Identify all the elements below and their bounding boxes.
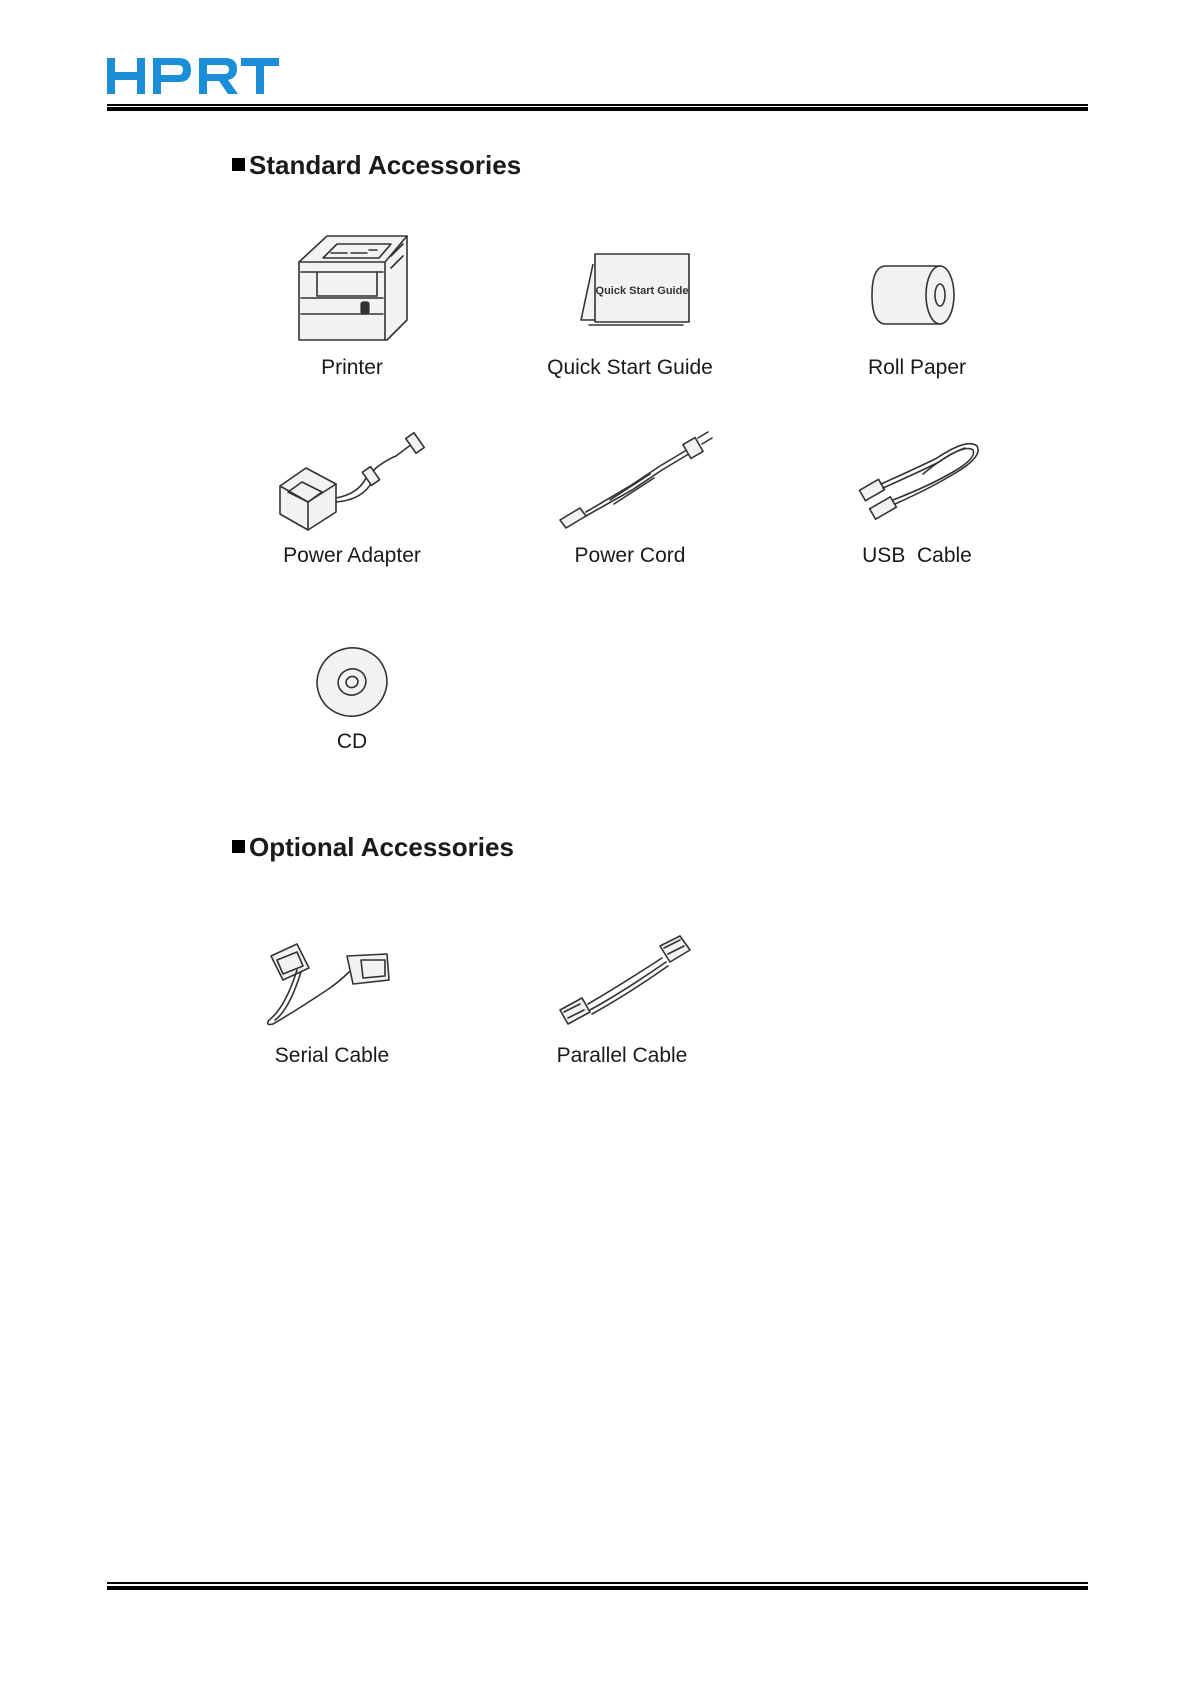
optional-accessories-heading: Optional Accessories [232, 832, 514, 863]
power-cord-icon [540, 428, 720, 538]
accessory-label: USB Cable [862, 544, 972, 567]
power-adapter-icon [262, 428, 442, 538]
accessory-printer [232, 228, 472, 380]
guide-cover-text: Quick Start Guide [595, 285, 689, 297]
accessory-power-adapter [232, 428, 472, 568]
accessory-label: Printer [321, 356, 383, 379]
footer-rule-thick [107, 1586, 1088, 1590]
serial-cable-icon [257, 928, 407, 1038]
usb-cable-icon [827, 428, 1007, 538]
accessory-label: Quick Start Guide [547, 356, 713, 379]
standard-accessories-heading: Standard Accessories [232, 150, 521, 181]
accessory-cd [232, 640, 472, 754]
accessory-label: Power Adapter [283, 544, 421, 567]
accessory-quick-start-guide [510, 228, 750, 380]
accessory-usb-cable [797, 428, 1037, 568]
accessory-label: Power Cord [574, 544, 686, 567]
accessory-power-cord [510, 428, 750, 568]
footer-rule-thin [107, 1582, 1088, 1584]
header-rule-thin [107, 104, 1088, 106]
printer-icon [287, 228, 417, 350]
quick-start-guide-icon [565, 228, 695, 350]
roll-paper-icon [852, 228, 982, 350]
cd-icon [307, 640, 397, 724]
header-rule-thick [107, 107, 1088, 111]
hprt-logo [107, 56, 279, 98]
accessory-serial-cable [212, 928, 452, 1068]
accessory-label: Roll Paper [867, 356, 967, 379]
accessory-label: Parallel Cable [556, 1044, 688, 1067]
square-bullet-icon [232, 158, 245, 171]
accessory-parallel-cable [502, 928, 742, 1068]
square-bullet-icon [232, 840, 245, 853]
accessory-label: Serial Cable [274, 1044, 390, 1067]
accessory-roll-paper [797, 228, 1037, 380]
accessory-label: CD [336, 730, 368, 753]
parallel-cable-icon [542, 928, 702, 1038]
